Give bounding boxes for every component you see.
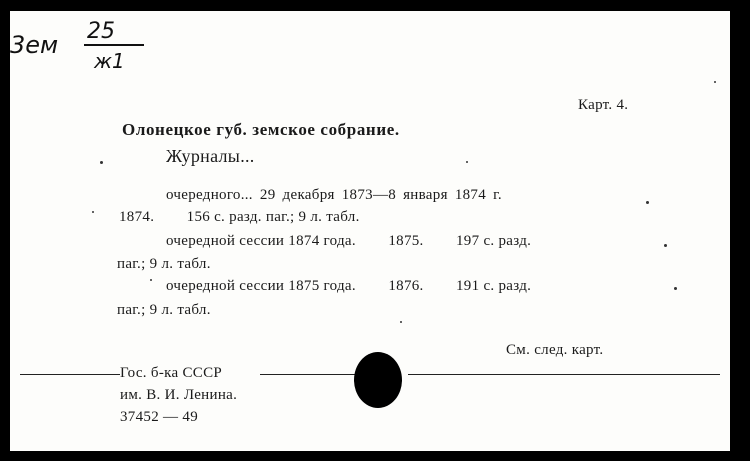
card-subheading: Журналы... xyxy=(166,146,255,166)
scan-speck xyxy=(466,161,468,163)
handwritten-denominator: ж1 xyxy=(94,49,125,73)
scan-speck xyxy=(646,201,649,204)
handwritten-prefix: 3ем xyxy=(10,31,59,59)
entry-1-line1: очередного... 29 декабря 1873—8 января 1874 г. xyxy=(166,187,502,203)
scan-speck xyxy=(714,81,716,83)
catalog-card xyxy=(10,11,730,451)
stamp-line-mid xyxy=(260,374,360,375)
entry-2-line1: очередной сессии 1874 года. 1875. 197 с. разд. xyxy=(166,233,532,249)
see-next-card: См. след. карт. xyxy=(506,342,604,358)
scan-speck xyxy=(100,161,103,164)
stamp-line-left xyxy=(20,374,120,375)
stamp-line-right xyxy=(408,374,720,375)
punch-hole xyxy=(354,352,402,408)
card-heading: Олонецкое губ. земское собрание. xyxy=(122,120,400,139)
entry-3-line2: паг.; 9 л. табл. xyxy=(117,302,211,318)
library-line1: Гос. б-ка СССР xyxy=(120,365,223,381)
scan-speck xyxy=(664,244,667,247)
card-number: Карт. 4. xyxy=(578,97,629,113)
library-line2: им. В. И. Ленина. xyxy=(120,387,238,403)
entry-1-line2: 1874. 156 с. разд. паг.; 9 л. табл. xyxy=(119,209,360,225)
scan-speck xyxy=(400,321,402,323)
scan-speck xyxy=(674,287,677,290)
handwritten-numerator: 25 xyxy=(87,19,115,44)
library-line3: 37452 — 49 xyxy=(120,409,198,425)
entry-3-line1: очередной сессии 1875 года. 1876. 191 с. разд. xyxy=(166,278,532,294)
scan-speck xyxy=(150,279,152,281)
scan-speck xyxy=(92,211,94,213)
entry-2-line2: паг.; 9 л. табл. xyxy=(117,256,211,272)
handwritten-fraction-line xyxy=(84,44,144,46)
